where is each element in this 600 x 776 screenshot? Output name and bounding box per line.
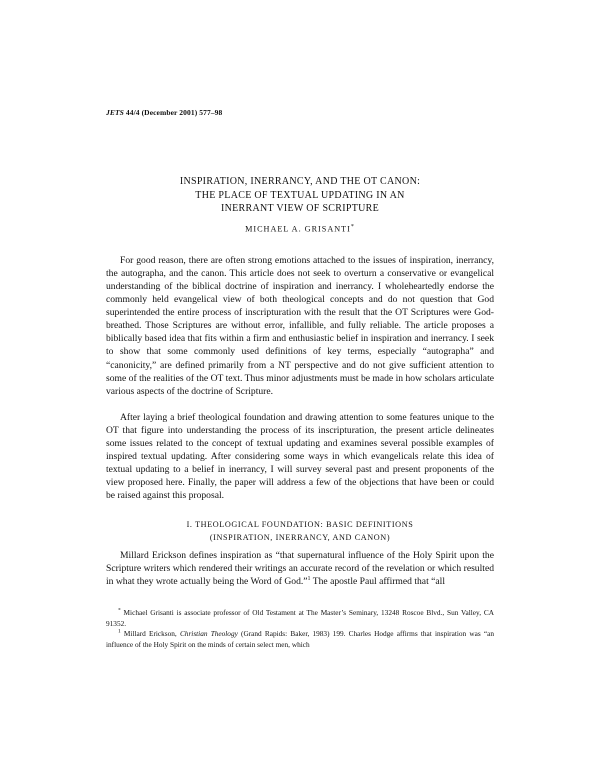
journal-abbreviation: JETS <box>106 108 124 117</box>
author-byline <box>106 224 494 234</box>
footnote-text: (Grand Rapids: Baker, 1983) 199. Charles Hodge affirms that inspiration was “an influence of the Holy Spirit on the minds of certain select men, which <box>106 629 494 650</box>
footnote-text: Michael Grisanti is associate professor of Old Testament at The Master’s Seminary, 13248 Roscoe Blvd., Sun Valley, CA 91352. <box>106 608 494 628</box>
title-line-1: INSPIRATION, INERRANCY, AND THE OT CANON: <box>179 176 421 187</box>
footnote-author <box>106 608 494 629</box>
paragraph-text-part: The apostle Paul affirmed that “all <box>310 576 445 588</box>
footnotes <box>106 608 494 651</box>
article-title <box>106 175 494 216</box>
footnote-reference-1: 1 <box>307 575 311 582</box>
journal-citation: 44/4 (December 2001) 577–98 <box>123 108 223 117</box>
title-line-3: INERRANT VIEW OF SCRIPTURE <box>220 203 380 214</box>
paragraph-text: After laying a brief theological foundation and drawing attention to some features unique to the OT that figure into understanding the process of its inscripturation, the present article delineates some issues related to the concept of textual updating and examines several possible examples of inspired textual updating. After considering some ways in which evangelicals relate this idea of textual updating to a belief in inerrancy, I will survey several past and present proponents of the view proposed here. Finally, the paper will address a few of the objections that have been or could be raised against this proposal. <box>106 412 494 502</box>
section-heading-line-1: I. THEOLOGICAL FOUNDATION: BASIC DEFINITIONS <box>186 520 414 529</box>
author-name: MICHAEL A. GRISANTI <box>245 224 351 234</box>
title-line-2: THE PLACE OF TEXTUAL UPDATING IN AN <box>195 189 405 201</box>
footnote-mark: 1 <box>118 628 121 635</box>
paragraph-text-part: Millard Erickson defines inspiration as “that supernatural influence of the Holy Spirit upon the Scripture writers which rendered their writings an accurate record of the revelation or which resulted in what they wrote actually being the Word of God.” <box>106 550 494 588</box>
paragraph-text <box>106 549 494 588</box>
body-paragraph-2 <box>106 411 494 502</box>
author-footnote-mark: * <box>350 224 355 230</box>
book-title: Christian Theology <box>179 629 238 639</box>
section-heading-line-2: (INSPIRATION, INERRANCY, AND CANON) <box>209 532 391 542</box>
body-paragraph-3 <box>106 549 494 588</box>
footnote-1 <box>106 629 494 650</box>
body-paragraph-1 <box>106 254 494 398</box>
footnote-text: Millard Erickson, <box>120 629 180 639</box>
section-heading <box>106 519 494 544</box>
footnote-mark: * <box>118 607 121 614</box>
running-head <box>106 108 222 117</box>
paragraph-text: For good reason, there are often strong emotions attached to the issues of inspiration, inerrancy, the autographa, and the canon. This article does not seek to overturn a conservative or evangelical understanding of the biblical doctrine of inspiration and inerrancy. I wholeheartedly endorse the commonly held evangelical view of both theological concepts and do not question that God superintended the entire process of inscripturation with the result that the OT Scriptures were God-breathed. Those Scriptures are without error, infallible, and fully reliable. The article proposes a biblically based idea that fits within a firm and enthusiastic belief in inspiration and inerrancy. I seek to show that some commonly used definitions of key terms, especially “autographa” and “canonicity,” are defined primarily from a NT perspective and do not give sufficient attention to some of the realities of the OT text. Thus minor adjustments must be made in how scholars articulate various aspects of the doctrine of Scripture. <box>106 255 494 397</box>
